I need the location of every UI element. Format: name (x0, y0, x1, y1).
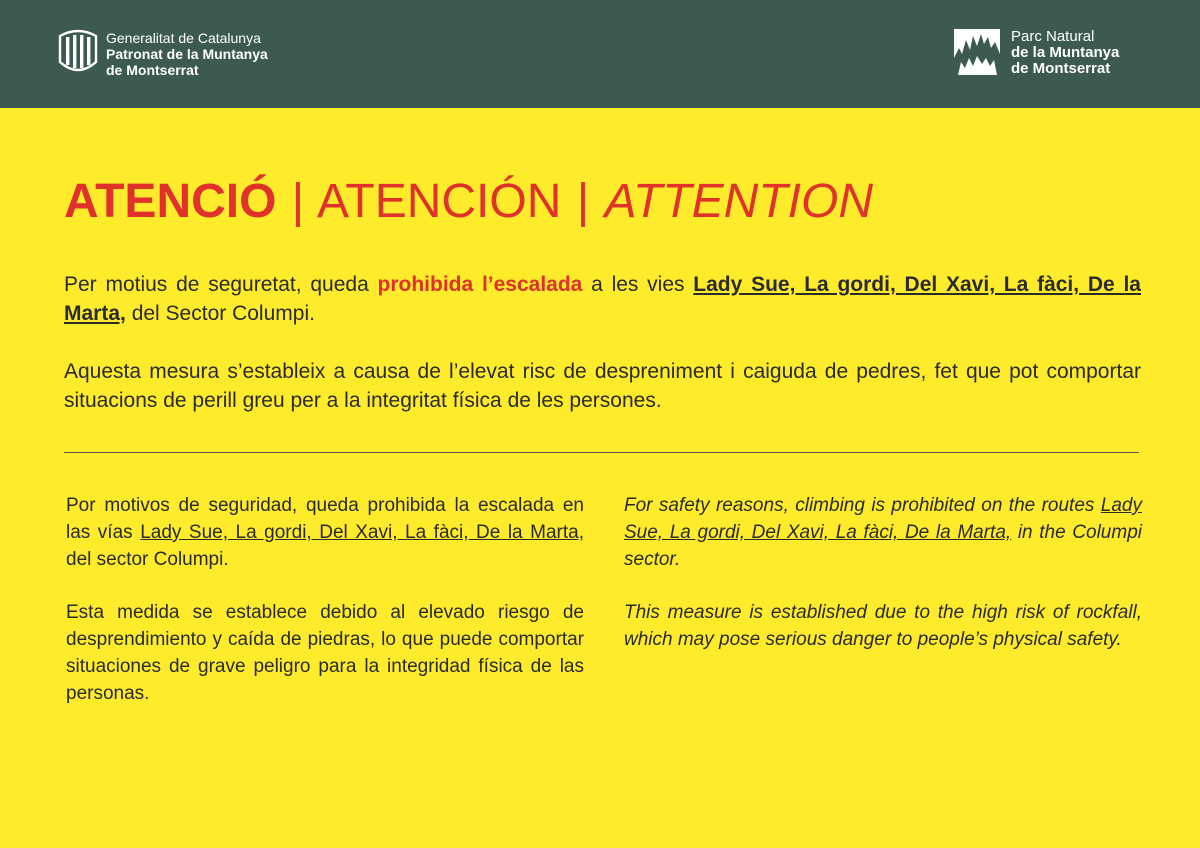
parc-line-3: de Montserrat (1011, 60, 1111, 77)
prohibition-highlight: prohibida l’escalada (377, 273, 583, 296)
spanish-paragraph-1 (66, 492, 584, 573)
parc-line-1: Parc Natural (1011, 28, 1095, 45)
route-list: Lady Sue, La gordi, Del Xavi, La fàci, De la Marta, (64, 273, 1141, 325)
parc-natural-logo (953, 28, 1001, 76)
english-paragraph-1 (624, 492, 1142, 573)
title-catalan: ATENCIÓ (64, 175, 277, 228)
spanish-column (66, 492, 584, 733)
org-line-3: de Montserrat (106, 62, 199, 78)
parc-line-2: de la Muntanya (1011, 44, 1120, 61)
text-segment: Por motivos de seguridad, queda prohibida la escalada en las vías (66, 495, 584, 543)
text-segment: For safety reasons, climbing is prohibited on the routes (624, 495, 1101, 516)
title-separator: | (291, 175, 305, 228)
generalitat-org-name (106, 30, 268, 78)
title-spanish: ATENCIÓN (316, 175, 562, 228)
generalitat-logo (57, 28, 99, 76)
title-separator: | (576, 175, 590, 228)
text-segment: del sector Columpi. (66, 549, 229, 570)
text-segment: Per motius de seguretat, queda (64, 273, 378, 296)
english-column (624, 492, 1142, 679)
catalan-paragraph-1 (64, 270, 1141, 328)
english-paragraph-2: This measure is established due to the high risk of rockfall, which may pose serious danger to people’s physical safety. (624, 602, 1142, 650)
org-line-1: Generalitat de Catalunya (106, 30, 261, 46)
text-segment: in the Columpi sector. (624, 522, 1142, 570)
org-line-2: Patronat de la Muntanya (106, 46, 268, 62)
catalan-paragraph-2: Aquesta mesura s’estableix a causa de l’elevat risc de despreniment i caiguda de pedres, fet que pot comportar situacions de perill greu per a la integritat física de les persones. (64, 360, 1141, 412)
title-english: ATTENTION (604, 175, 873, 228)
route-list: Lady Sue, La gordi, Del Xavi, La fàci, De la Marta, (140, 522, 584, 543)
route-list: Lady Sue, La gordi, Del Xavi, La fàci, De la Marta, (624, 495, 1142, 543)
header-bar (0, 0, 1200, 108)
spanish-paragraph-2: Esta medida se establece debido al elevado riesgo de desprendimiento y caída de piedras, lo que puede comportar situaciones de grave peligro para la integridad física de las personas. (66, 602, 584, 704)
text-segment: a les vies (582, 273, 694, 296)
page-title (64, 172, 873, 232)
text-segment: del Sector Columpi. (125, 302, 315, 325)
parc-natural-name (1011, 29, 1119, 77)
section-divider (64, 452, 1139, 453)
